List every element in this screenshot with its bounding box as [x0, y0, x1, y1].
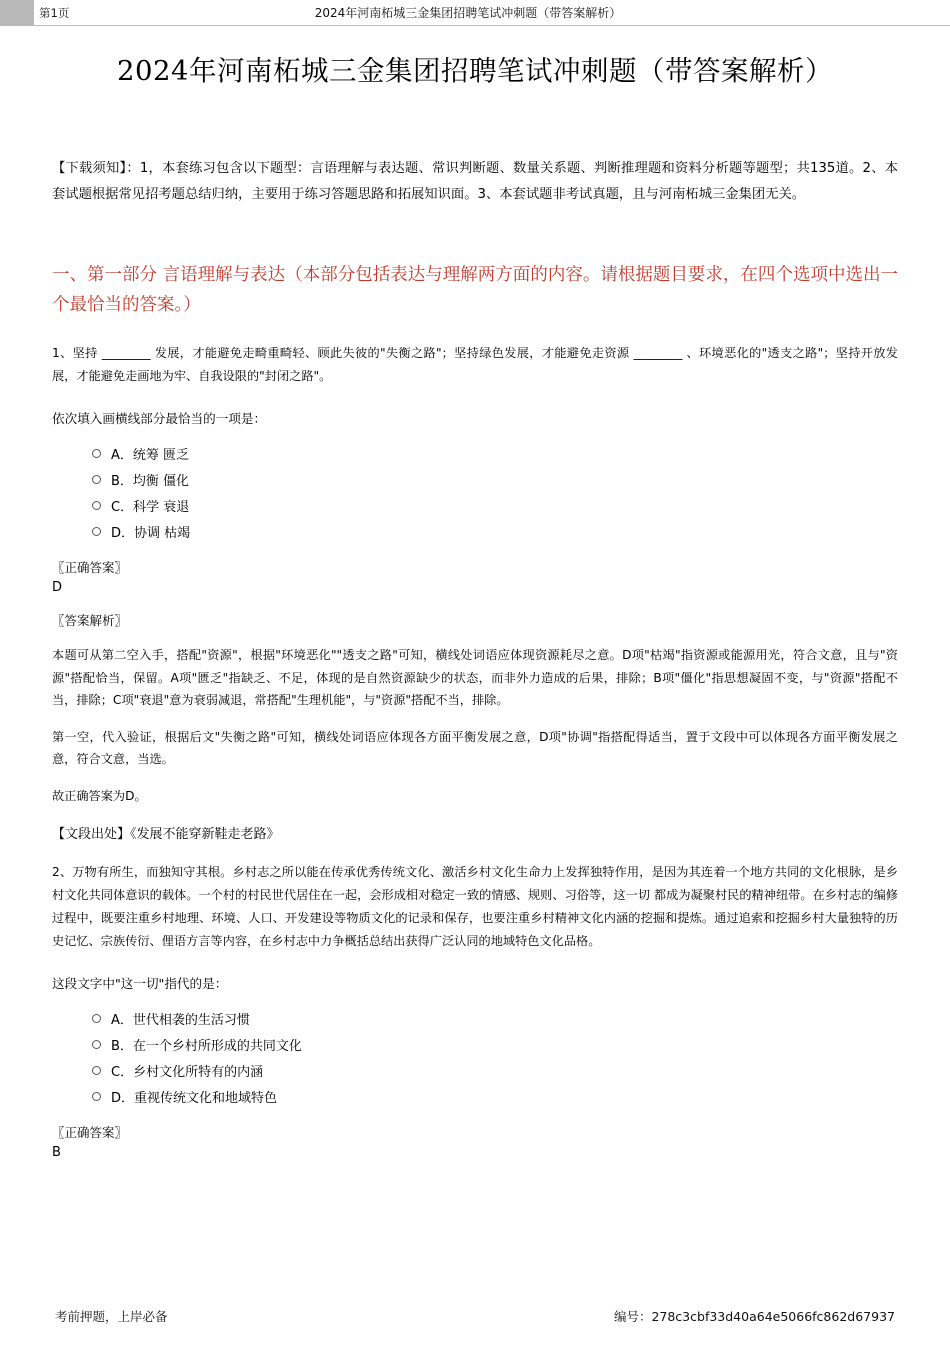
radio-icon[interactable]: [92, 1066, 101, 1075]
option-label: А．统筹 匮乏: [111, 447, 190, 463]
option-a[interactable]: [92, 1005, 898, 1031]
radio-icon[interactable]: [92, 449, 101, 458]
download-notice: 【下载须知】：1，本套练习包含以下题型：言语理解与表达题、常识判断题、数量关系题、判断推理题和资料分析题等题型；共135道。2、本套试题根据常见招考题总结归纳，主要用于练习答题思路和拓展知识面。3、本套试题非考试真题，且与河南柘城三金集团无关。: [52, 161, 898, 202]
option-b[interactable]: [92, 1031, 898, 1057]
option-a[interactable]: [92, 440, 898, 466]
radio-icon[interactable]: [92, 1040, 101, 1049]
question-prompt: 依次填入画横线部分最恰当的一项是：: [52, 411, 267, 426]
footer-slogan: 考前押题，上岸必备: [55, 1309, 168, 1324]
option-label: D．重视传统文化和地域特色: [111, 1090, 278, 1106]
page-header: [0, 0, 950, 26]
option-c[interactable]: [92, 1057, 898, 1083]
option-d[interactable]: [92, 518, 898, 544]
radio-icon[interactable]: [92, 501, 101, 510]
radio-icon[interactable]: [92, 475, 101, 484]
document-content: [0, 26, 950, 1162]
explanation-paragraph-2: 第一空，代入验证，根据后文"失衡之路"可知，横线处词语应体现各方面平衡发展之意，D项"协调"指搭配得适当，置于文段中可以体现各方面平衡发展之意，符合文意，当选。: [52, 729, 898, 766]
running-title: 2024年河南柘城三金集团招聘笔试冲刺题（带答案解析）: [314, 6, 622, 20]
option-d[interactable]: [92, 1083, 898, 1109]
question-prompt: 这段文字中"这一切"指代的是：: [52, 976, 228, 991]
footer-serial-number: 编号：278c3cbf33d40a64e5066fc862d67937: [613, 1309, 895, 1324]
radio-icon[interactable]: [92, 1092, 101, 1101]
option-label: А．世代相袭的生活习惯: [111, 1012, 250, 1028]
answer-explanation-label: 〖答案解析〗: [52, 613, 128, 628]
option-label: B．均衡 僵化: [111, 473, 190, 489]
correct-answer-value: B: [52, 1145, 61, 1160]
option-label: B．在一个乡村所形成的共同文化: [111, 1038, 302, 1054]
document-body: [52, 156, 898, 1162]
source-reference: 【文段出处】《发展不能穿新鞋走老路》: [52, 827, 280, 842]
correct-answer-value: D: [52, 580, 63, 595]
correct-answer-label: 〖正确答案〗: [52, 1125, 128, 1140]
option-list: [52, 440, 898, 544]
option-list: [52, 1005, 898, 1109]
radio-icon[interactable]: [92, 1014, 101, 1023]
page-title: 2024年河南柘城三金集团招聘笔试冲刺题（带答案解析）: [117, 55, 833, 87]
explanation-paragraph-1: 本题可从第二空入手，搭配"资源"，根据"环境恶化""透支之路"可知，横线处词语应体现资源耗尽之意。D项"枯竭"指资源或能源用光，符合文意，且与"资源"搭配恰当，保留。A项"匮乏"指缺乏、不足，体现的是自然资源缺少的状态，而非外力造成的后果，排除；B项"僵化"指思想凝固不变，与"资源"搭配不当，排除；C项"衰退"意为衰弱减退，常搭配"生理机能"，与"资源"搭配不当，排除。: [52, 648, 898, 707]
explanation-paragraph-3: 故正确答案为D。: [52, 788, 147, 803]
option-label: C．乡村文化所特有的内涵: [111, 1064, 264, 1080]
page-number: 第1页: [39, 5, 70, 20]
question-block: [52, 342, 898, 845]
option-c[interactable]: [92, 492, 898, 518]
option-label: D．协调 枯竭: [111, 525, 191, 541]
question-stem: 2、万物有所生，而独知守其根。乡村志之所以能在传承优秀传统文化、激活乡村文化生命力上发挥独特作用，是因为其连着一个地方共同的文化根脉，是乡村文化共同体意识的载体。一个村的村民世代居住在一起，会形成相对稳定一致的情感、规则、习俗等，这一切 都成为凝聚村民的精神纽带。在乡村志的编修过程中，既要注重乡村地理、环境、人口、开发建设等物质文化的记录和保存，也要注重乡村精神文化内涵的挖掘和提炼。通过追索和挖掘乡村大量独特的历史记忆、宗族传衍、俚语方言等内容，在乡村志中力争概括总结出获得广泛认同的地域特色文化品格。: [52, 865, 898, 948]
correct-answer-label: 〖正确答案〗: [52, 560, 128, 575]
option-label: C．科学 衰退: [111, 499, 190, 515]
section-heading: 一、第一部分 言语理解与表达（本部分包括表达与理解两方面的内容。请根据题目要求，在四个选项中选出一个最恰当的答案。）: [52, 265, 898, 315]
page-footer: [0, 1305, 950, 1325]
option-b[interactable]: [92, 466, 898, 492]
radio-icon[interactable]: [92, 527, 101, 536]
question-block: [52, 861, 898, 1162]
question-stem: 1、坚持 ________ 发展，才能避免走畸重畸轻、顾此失彼的"失衡之路"；坚持绿色发展，才能避免走资源 ________ 、环境恶化的"透支之路"；坚持开放发展，才能避免走画地为牢、自我设限的"封闭之路"。: [52, 346, 898, 383]
